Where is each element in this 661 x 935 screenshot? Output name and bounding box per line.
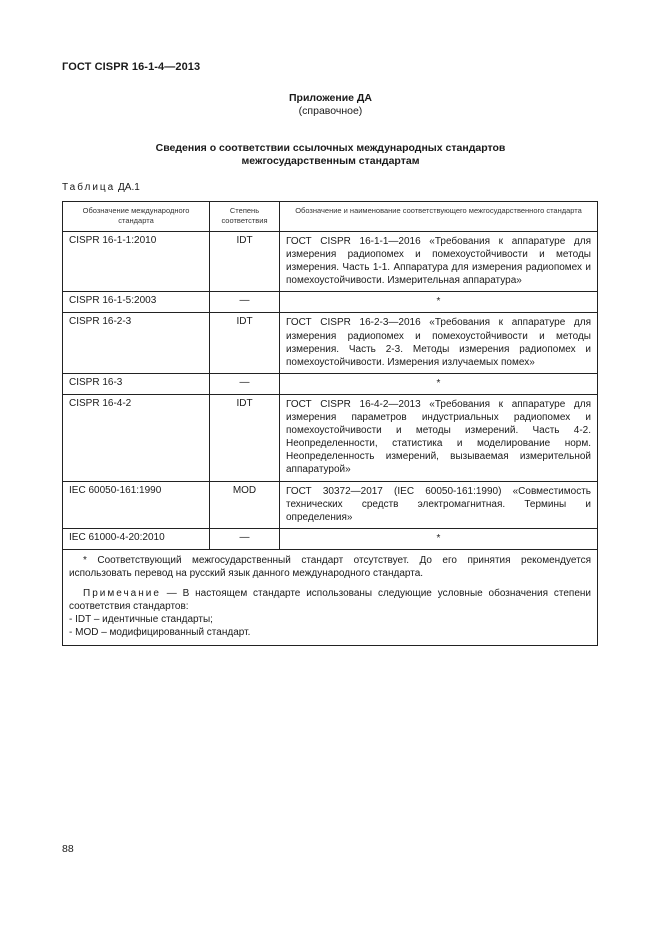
section-title-line1: Сведения о соответствии ссылочных международных стандартов	[155, 142, 506, 154]
cell-national: ГОСТ CISPR 16-4-2—2013 «Требования к аппаратуре для измерения параметров индустриальных радиопомех и помехоустойчивости и методы измерений. Часть 4-2. Неопределенности, статистика и моделирование норм. Неопределенность измерений, вызываемая измерительной аппаратурой»	[286, 398, 591, 476]
cell-degree: IDT	[210, 395, 280, 481]
note-item-mod: - MOD – модифицированный стандарт.	[69, 626, 251, 638]
note-text: — В настоящем стандарте использованы следующие условные обозначения степени соответствия стандартов:	[69, 587, 591, 612]
table-row	[63, 291, 597, 312]
cell-intl: IEC 61000-4-20:2010	[63, 529, 210, 549]
annex-title: Приложение ДА	[289, 92, 372, 104]
annex-heading	[0, 92, 661, 118]
table-caption-label: Таблица	[62, 182, 116, 193]
footnote: * Соответствующий межгосударственный стандарт отсутствует. До его принятия рекомендуется использовать перевод на русский язык данного международного стандарта.	[69, 554, 591, 579]
cell-intl: CISPR 16-4-2	[63, 395, 210, 481]
cell-degree: —	[210, 529, 280, 549]
header-intl-standard: Обозначение международного стандарта	[63, 202, 210, 231]
correspondence-table	[62, 201, 598, 646]
table-row	[63, 373, 597, 394]
table-notes	[63, 549, 597, 645]
cell-intl: CISPR 16-1-5:2003	[63, 292, 210, 312]
note-item-idt: - IDT – идентичные стандарты;	[69, 613, 213, 625]
table-header-row	[63, 202, 597, 231]
section-title-line2: межгосударственным стандартам	[241, 155, 420, 167]
cell-national: ГОСТ 30372—2017 (IEC 60050-161:1990) «Совместимость технических средств электромагнитная. Термины и определения»	[286, 485, 591, 523]
cell-degree: IDT	[210, 232, 280, 291]
cell-intl: CISPR 16-1-1:2010	[63, 232, 210, 291]
table-row	[63, 312, 597, 372]
table-row	[63, 481, 597, 528]
cell-degree: MOD	[210, 482, 280, 528]
cell-national: *	[436, 377, 441, 389]
cell-national: *	[436, 296, 441, 308]
header-national-standard: Обозначение и наименование соответствующего межгосударственного стандарта	[295, 206, 582, 215]
document-header: ГОСТ CISPR 16-1-4—2013	[62, 61, 201, 73]
cell-degree: —	[210, 292, 280, 312]
cell-degree: IDT	[210, 313, 280, 372]
cell-intl: CISPR 16-3	[63, 374, 210, 394]
cell-national: ГОСТ CISPR 16-1-1—2016 «Требования к аппаратуре для измерения радиопомех и помехоустойчивости и методы измерения. Часть 1-1. Аппаратура для измерения радиопомех и помехоустойчивости. Измерительная аппаратура»	[286, 236, 591, 287]
annex-subtitle: (справочное)	[298, 105, 363, 117]
page-number: 88	[62, 843, 74, 855]
table-row	[63, 231, 597, 291]
table-caption-number: ДА.1	[118, 182, 140, 193]
table-caption	[62, 182, 140, 193]
cell-intl: IEC 60050-161:1990	[63, 482, 210, 528]
cell-national: *	[436, 532, 441, 544]
cell-national: ГОСТ CISPR 16-2-3—2016 «Требования к аппаратуре для измерения радиопомех и помехоустойчивости и методы измерения. Часть 2-3. Методы измерения радиопомех и помехоустойчивости. Измерения излучаемых помех»	[286, 317, 591, 368]
note-label: Примечание	[83, 587, 161, 599]
note-paragraph	[69, 587, 591, 613]
cell-intl: CISPR 16-2-3	[63, 313, 210, 372]
header-degree: Степень соответствия	[210, 202, 280, 231]
cell-degree: —	[210, 374, 280, 394]
section-title	[0, 142, 661, 168]
table-row	[63, 528, 597, 549]
table-row	[63, 394, 597, 481]
